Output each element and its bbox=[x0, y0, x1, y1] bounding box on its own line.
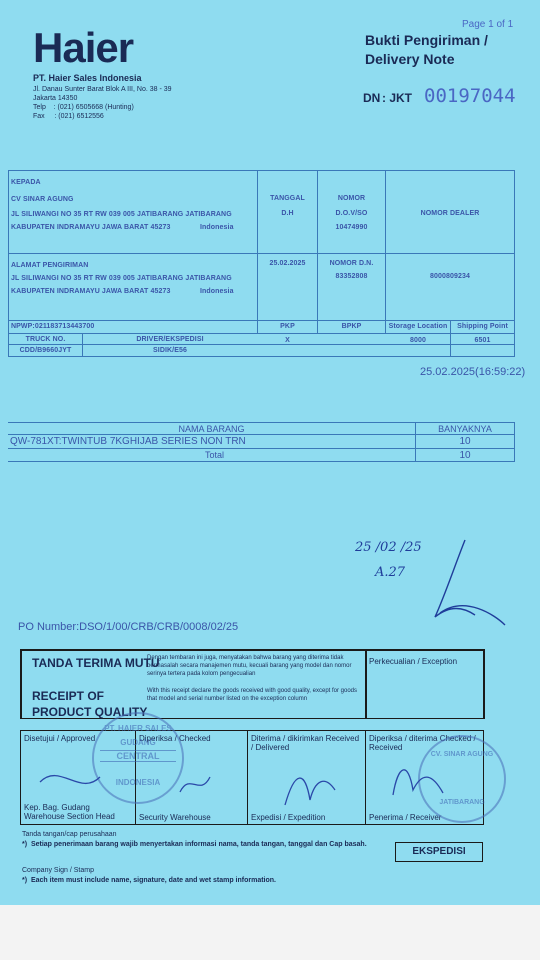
kepada-address-2: KABUPATEN INDRAMAYU JAWA BARAT 45273 bbox=[11, 224, 171, 231]
expedition-label: Expedisi / Expedition bbox=[251, 813, 326, 822]
total-label: Total bbox=[205, 450, 225, 460]
shipping-point-label: Shipping Point bbox=[457, 323, 508, 330]
nomor-dn-value: 83352808 bbox=[335, 273, 368, 280]
item-qty: 10 bbox=[459, 436, 471, 447]
nomor-dealer-label: NOMOR DEALER bbox=[420, 210, 480, 217]
company-address-1: Jl. Danau Sunter Barat Blok A III, No. 38 - 39 bbox=[33, 86, 172, 93]
handwritten-time: A.27 bbox=[375, 565, 406, 580]
dn-number: 00197044 bbox=[424, 85, 516, 107]
po-number: PO Number:DSO/1/00/CRB/CRB/0008/02/25 bbox=[18, 621, 239, 633]
alamat-address-1: JL SILIWANGI NO 35 RT RW 039 005 JATIBARANG JATIBARANG bbox=[11, 275, 232, 282]
nomor-value: D.O.V/SO bbox=[335, 210, 368, 217]
storage-location-value: 8000 bbox=[410, 337, 426, 344]
kepada-address-1: JL SILIWANGI NO 35 RT RW 039 005 JATIBARANG JATIBARANG bbox=[11, 211, 232, 218]
receipt-quality-title: RECEIPT OF PRODUCT QUALITY bbox=[32, 689, 148, 719]
security-label: Security Warehouse bbox=[139, 813, 211, 822]
footer-sign-en: Company Sign / Stamp bbox=[22, 867, 94, 874]
receiver-stamp: CV. SINAR AGUNG JATIBARANG bbox=[418, 735, 506, 823]
truck-no-label: TRUCK NO. bbox=[25, 336, 66, 343]
truck-no-value: CDD/B9660JYT bbox=[19, 347, 72, 354]
haier-logo: Haier bbox=[33, 24, 134, 71]
expedition-signature bbox=[275, 760, 355, 815]
tanda-terima-title: TANDA TERIMA MUTU bbox=[32, 656, 160, 670]
bpkp-label: BPKP bbox=[341, 323, 362, 330]
print-timestamp: 25.02.2025(16:59:22) bbox=[420, 366, 526, 378]
col-nama-barang: NAMA BARANG bbox=[178, 424, 245, 434]
kepada-label: KEPADA bbox=[11, 179, 41, 186]
checked-received-label: Diperiksa / diterima Checked / Received bbox=[369, 734, 476, 752]
approved-label: Disetujui / Approved bbox=[24, 734, 96, 743]
doc-title-en: Delivery Note bbox=[365, 51, 455, 67]
receiver-label: Penerima / Receiver bbox=[369, 813, 442, 822]
storage-location-label: Storage Location bbox=[388, 323, 448, 330]
company-telp: Telp : (021) 6505668 (Hunting) bbox=[33, 104, 134, 111]
signature-marks bbox=[30, 752, 230, 812]
alamat-province: Indonesia bbox=[200, 288, 234, 295]
kepada-name: CV SINAR AGUNG bbox=[11, 196, 74, 203]
company-name: PT. Haier Sales Indonesia bbox=[33, 73, 142, 83]
received-delivered-label: Diterima / dikirimkan Received / Delivered bbox=[251, 734, 360, 752]
footer-note-id: *) Setiap penerimaan barang wajib menyertakan informasi nama, tanda tangan, tanggal dan Cap basah. bbox=[22, 841, 367, 848]
alamat-label: ALAMAT PENGIRIMAN bbox=[11, 262, 89, 269]
kepada-province: Indonesia bbox=[200, 224, 234, 231]
checked-label: Diperiksa / Checked bbox=[139, 734, 211, 743]
npwp: NPWP:021183713443700 bbox=[11, 323, 95, 330]
nomor-label: NOMOR bbox=[337, 195, 366, 202]
receiver-signature bbox=[378, 755, 458, 810]
footer-note-en: *) Each item must include name, signature, date and wet stamp information. bbox=[22, 877, 276, 884]
pkp-value: X bbox=[285, 337, 290, 344]
item-name: QW-781XT:TWINTUB 7KGHIJAB SERIES NON TRN bbox=[10, 436, 246, 447]
nomor-dn-label: NOMOR D.N. bbox=[329, 260, 374, 267]
tanggal-value: D.H bbox=[281, 210, 294, 217]
handwritten-date: 25 /02 /25 bbox=[355, 540, 422, 555]
driver-label: DRIVER/EKSPEDISI bbox=[136, 336, 204, 343]
company-address-2: Jakarta 14350 bbox=[33, 95, 78, 102]
receipt-quality-text: With this receipt declare the goods received with good quality, except for goods that model and serial number listed on the exception column bbox=[147, 688, 358, 702]
driver-value: SIDIK/E56 bbox=[153, 347, 187, 354]
pkp-label: PKP bbox=[280, 323, 295, 330]
total-value: 10 bbox=[459, 450, 471, 461]
warehouse-head-label: Kep. Bag. Gudang Warehouse Section Head bbox=[24, 803, 115, 821]
nomor-value-2: 10474990 bbox=[335, 224, 368, 231]
tanggal-label: TANGGAL bbox=[270, 195, 305, 202]
dn-prefix: : JKT bbox=[382, 91, 412, 105]
handwritten-signature bbox=[405, 535, 515, 640]
col-banyaknya: BANYAKNYA bbox=[438, 424, 492, 434]
company-fax: Fax : (021) 6512556 bbox=[33, 113, 104, 120]
dn-label: DN bbox=[363, 91, 381, 105]
ekspedisi-box: EKSPEDISI bbox=[395, 842, 483, 862]
exception-label: Perkecualian / Exception bbox=[369, 657, 458, 666]
warehouse-stamp: PT. HAIER SALES GUDANG CENTRAL INDONESIA bbox=[92, 712, 184, 804]
doc-title-id: Bukti Pengiriman / bbox=[365, 32, 488, 48]
alamat-address-2: KABUPATEN INDRAMAYU JAWA BARAT 45273 bbox=[11, 288, 171, 295]
tanda-terima-text: Dengan tembaran ini juga, menyatakan bahwa barang yang diterima tidak bermasalah secara manajemen mutu, kecuali barang yang model dan nomor serinya tertera pada kolom pengecualian bbox=[147, 655, 352, 677]
page-info: Page 1 of 1 bbox=[462, 19, 514, 30]
nomor-dealer-value: 8000809234 bbox=[430, 273, 470, 280]
alamat-date: 25.02.2025 bbox=[269, 260, 306, 267]
shipping-point-value: 6501 bbox=[474, 337, 491, 344]
footer-sign-id: Tanda tangan/cap perusahaan bbox=[22, 831, 117, 838]
